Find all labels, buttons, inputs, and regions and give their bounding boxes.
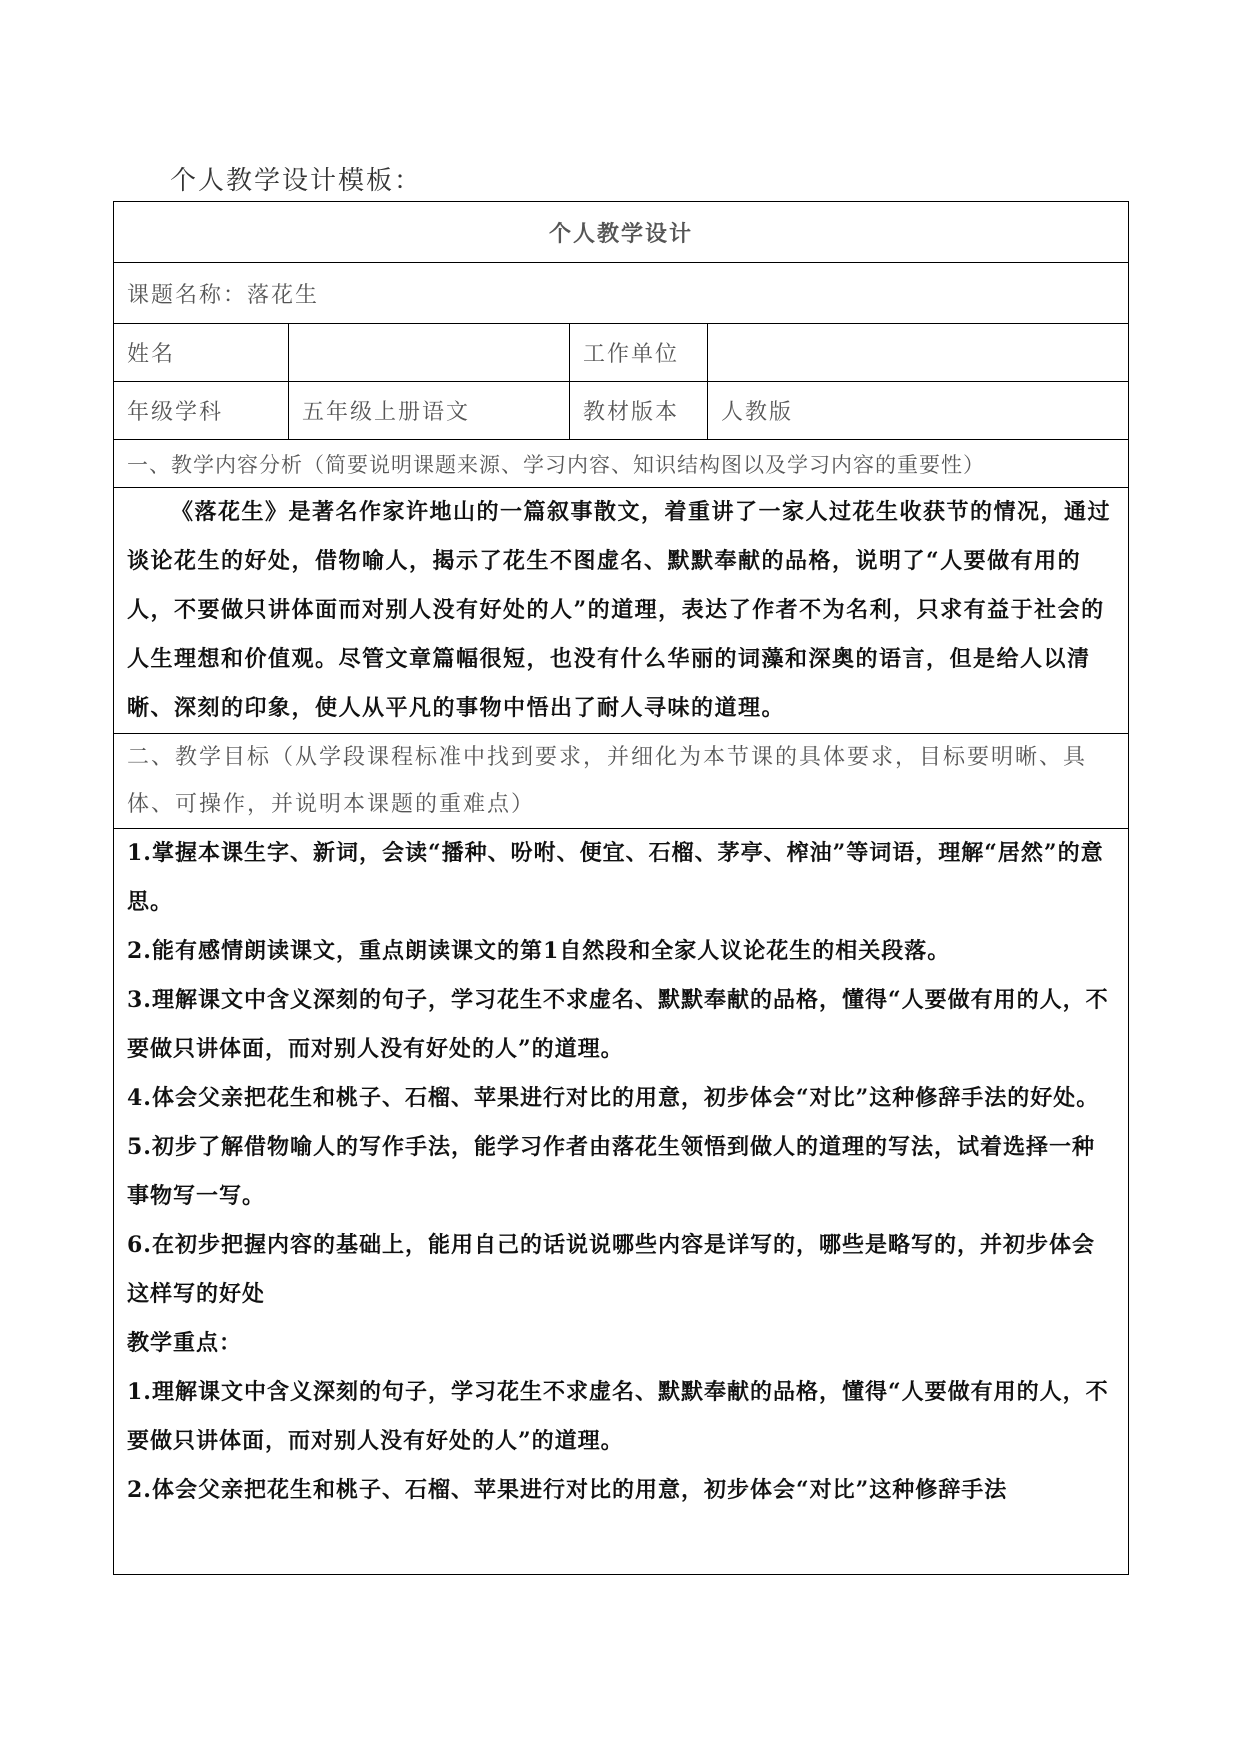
goal-item: 3.理解课文中含义深刻的句子，学习花生不求虚名、默默奉献的品格，懂得“人要做有用的人，不要做只讲体面，而对别人没有好处的人”的道理。: [127, 987, 1109, 1062]
topic-cell: 课题名称：落花生: [114, 263, 1129, 324]
content-analysis-body: 《落花生》是著名作家许地山的一篇叙事散文，着重讲了一家人过花生收获节的情况，通过谈论花生的好处，借物喻人，揭示了花生不图虚名、默默奉献的品格，说明了“人要做有用的人，不要做只讲体面而对别人没有好处的人”的道理，表达了作者不为名利，只求有益于社会的人生理想和价值观。尽管文章篇幅很短，也没有什么华丽的词藻和深奥的语言，但是给人以清晰、深刻的印象，使人从平凡的事物中悟出了耐人寻味的道理。: [127, 499, 1112, 721]
goal-item: 1.掌握本课生字、新词，会读“播种、吩咐、便宜、石榴、茅亭、榨油”等词语，理解“居然”的意思。: [127, 840, 1104, 915]
key-points-heading: 教学重点：: [127, 1330, 243, 1356]
goal-item: 4.体会父亲把花生和桃子、石榴、苹果进行对比的用意，初步体会“对比”这种修辞手法的好处。: [127, 1085, 1100, 1111]
work-unit-label: 工作单位: [570, 324, 708, 382]
work-unit-field[interactable]: [708, 324, 1129, 382]
textbook-edition-value: 人教版: [708, 382, 1129, 440]
goal-item: 2.能有感情朗读课文，重点朗读课文的第1自然段和全家人议论花生的相关段落。: [127, 938, 951, 964]
teaching-goals-heading: 二、教学目标（从学段课程标准中找到要求，并细化为本节课的具体要求，目标要明晰、具体、可操作，并说明本课题的重难点）: [114, 734, 1129, 829]
content-analysis-cell: [114, 488, 1129, 734]
name-field[interactable]: [289, 324, 570, 382]
textbook-edition-label: 教材版本: [570, 382, 708, 440]
table-title: 个人教学设计: [114, 202, 1129, 263]
teaching-goals-list: [127, 829, 1115, 1574]
goal-item: 2.体会父亲把花生和桃子、石榴、苹果进行对比的用意，初步体会“对比”这种修辞手法: [127, 1477, 1008, 1503]
teaching-design-table: [113, 201, 1129, 1575]
grade-subject-value: 五年级上册语文: [289, 382, 570, 440]
teaching-goals-cell: [114, 829, 1129, 1575]
goal-item: 1.理解课文中含义深刻的句子，学习花生不求虚名、默默奉献的品格，懂得“人要做有用的人，不要做只讲体面，而对别人没有好处的人”的道理。: [127, 1379, 1109, 1454]
name-label: 姓名: [114, 324, 289, 382]
goal-item: 6.在初步把握内容的基础上，能用自己的话说说哪些内容是详写的，哪些是略写的，并初步体会这样写的好处: [127, 1232, 1095, 1307]
document-heading: 个人教学设计模板：: [170, 166, 423, 196]
goal-item: 5.初步了解借物喻人的写作手法，能学习作者由落花生领悟到做人的道理的写法，试着选择一种事物写一写。: [127, 1134, 1095, 1209]
content-analysis-heading: 一、教学内容分析（简要说明课题来源、学习内容、知识结构图以及学习内容的重要性）: [114, 440, 1129, 488]
grade-subject-label: 年级学科: [114, 382, 289, 440]
